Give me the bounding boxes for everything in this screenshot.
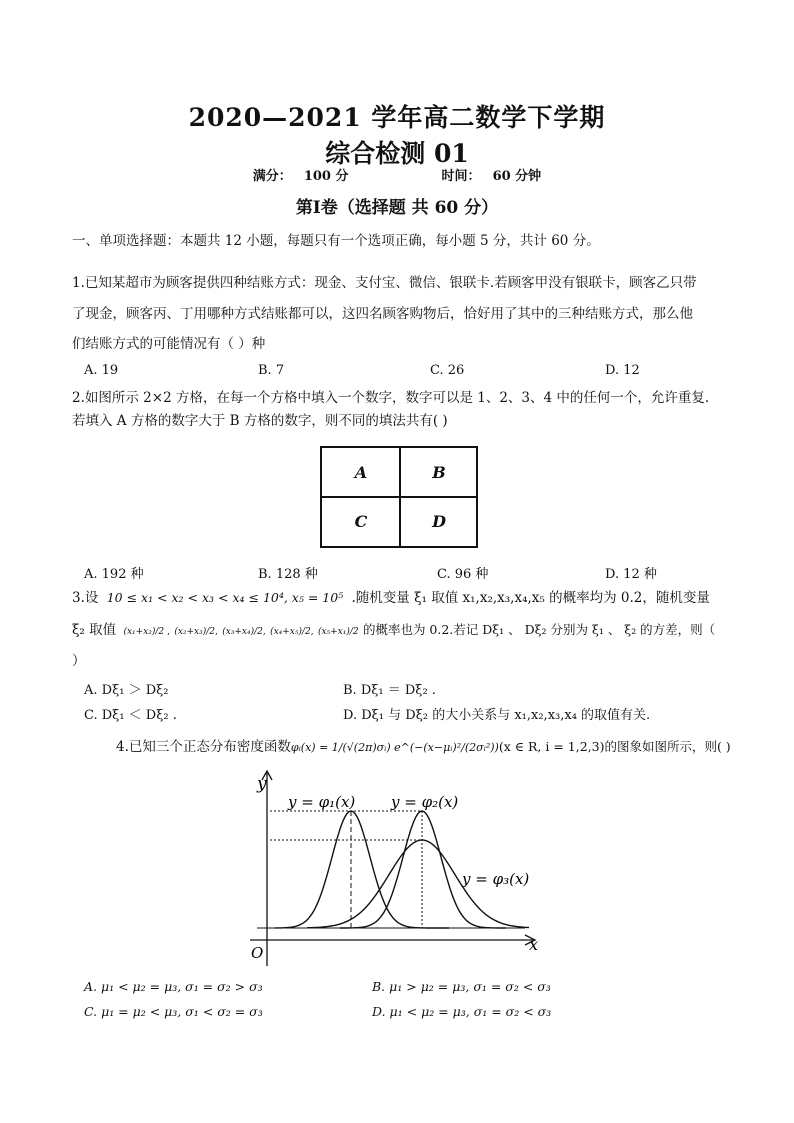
score-value: 100 分 [303,169,349,184]
q3-option-d: D. Dξ₁ 与 Dξ₂ 的大小关系与 x₁,x₂,x₃,x₄ 的取值有关. [343,708,651,723]
exam-title: 2020—2021 学年高二数学下学期 [188,103,606,132]
q2-line1: 2.如图所示 2×2 方格，在每一个方格中填入一个数字，数字可以是 1、2、3、4 中的任何一个，允许重复. [72,390,710,406]
section-intro: 一、单项选择题：本题共 12 小题，每题只有一个选项正确，每小题 5 分，共计 60 分。 [72,233,600,249]
q3-line3: ） [72,653,86,669]
volume-heading: 第Ⅰ卷（选择题 共 60 分） [295,198,499,218]
score-label: 满分： [252,169,292,184]
q3-frac-4: (x₄+x₅)/2 [270,627,311,637]
q3-line2: ξ₂ 取值 (x₁+x₂)/2 , (x₂+x₃)/2, (x₃+x₄)/2, (x₄+x₅)/2, (x₅+x₁)/2 的概率也为 0.2.若记 Dξ₁ 、 Dξ₂ 分别为 ξ₁ 、 ξ₂ 的方差，则（ [72,622,716,638]
q3-line1 [72,588,722,608]
exam-meta [0,165,794,184]
q3-option-c: C. Dξ₁ ＜ Dξ₂ . [84,708,177,723]
time-label: 时间： [441,169,481,184]
curve1-label: y = φ₁(x) [288,793,356,811]
q4-stem [116,737,736,758]
q1-option-c: C. 26 [430,363,465,378]
q2-option-a: A. 192 种 [84,567,144,582]
origin-label: O [251,944,264,962]
q3-frac-3: (x₃+x₄)/2 [222,627,263,637]
grid-cell-b: B [432,463,446,482]
q3-option-b: B. Dξ₁ ＝ Dξ₂ . [343,683,436,698]
grid-cell-c: C [354,512,368,531]
q1-option-b: B. 7 [258,363,285,378]
y-axis-label: y [257,774,267,794]
q1-line2: 了现金，顾客丙、丁用哪种方式结账都可以，这四名顾客购物后，恰好用了其中的三种结账方式，那么他 [72,306,693,322]
q4-option-d: D. μ₁ < μ₂ = μ₃, σ₁ = σ₂ < σ₃ [372,1004,552,1019]
q3-variance-text: 的概率也为 0.2.若记 Dξ₁ 、 Dξ₂ 分别为 ξ₁ 、 ξ₂ 的方差，则（ [362,622,716,637]
curve2-label: y = φ₂(x) [391,793,459,811]
q2-option-c: C. 96 种 [437,567,489,582]
q4-option-a: A. μ₁ < μ₂ = μ₃, σ₁ = σ₂ > σ₃ [84,979,263,994]
x-axis-label: x [529,935,539,954]
exam-subtitle: 综合检测 01 [325,139,469,168]
q1-option-a: A. 19 [84,363,119,378]
q3-frac-1: (x₁+x₂)/2 [123,627,165,637]
time-value: 60 分钟 [492,169,542,184]
q4-option-b: B. μ₁ > μ₂ = μ₃, σ₁ = σ₂ < σ₃ [372,979,551,994]
q1-option-d: D. 12 [605,363,640,378]
q2-option-b: B. 128 种 [258,567,318,582]
q3-condition: 10 ≤ x₁ < x₂ < x₃ < x₄ ≤ 10⁴, x₅ = 10⁵ [106,590,344,605]
q3-variable-text: .随机变量 ξ₁ 取值 x₁,x₂,x₃,x₄,x₅ 的概率均为 0.2，随机变量 [351,590,710,606]
q1-line1: 1.已知某超市为顾客提供四种结账方式：现金、支付宝、微信、银联卡.若顾客甲没有银联卡，顾客乙只带 [72,275,697,291]
q4-domain-text: (x ∈ R, i = 1,2,3)的图象如图所示，则( ) [498,739,731,754]
grid-figure [320,446,478,548]
q2-option-d: D. 12 种 [605,567,657,582]
q3-lead: 3.设 [72,590,99,606]
q1-line3: 们结账方式的可能情况有（ ）种 [72,336,266,352]
q2-line2: 若填入 A 方格的数字大于 B 方格的数字，则不同的填法共有( ) [72,413,448,429]
q4-option-c: C. μ₁ = μ₂ < μ₃, σ₁ < σ₂ = σ₃ [84,1004,263,1019]
grid-cell-d: D [432,512,446,531]
q3-frac-5: (x₅+x₁)/2 [317,627,359,637]
q3-frac-2: (x₂+x₃)/2 [174,627,216,637]
q3-option-a: A. Dξ₁ ＞ Dξ₂ [84,683,169,698]
grid-cell-a: A [354,463,368,482]
q3-xi2-lead: ξ₂ 取值 [72,622,117,638]
curve3-label: y = φ₃(x) [462,870,530,888]
normal-curves-figure [245,768,545,973]
q4-lead: 4.已知三个正态分布密度函数 [116,739,291,755]
q4-formula: φᵢ(x) = 1/(√(2π)σᵢ) e^(−(x−μᵢ)²/(2σᵢ²)) [290,741,499,754]
